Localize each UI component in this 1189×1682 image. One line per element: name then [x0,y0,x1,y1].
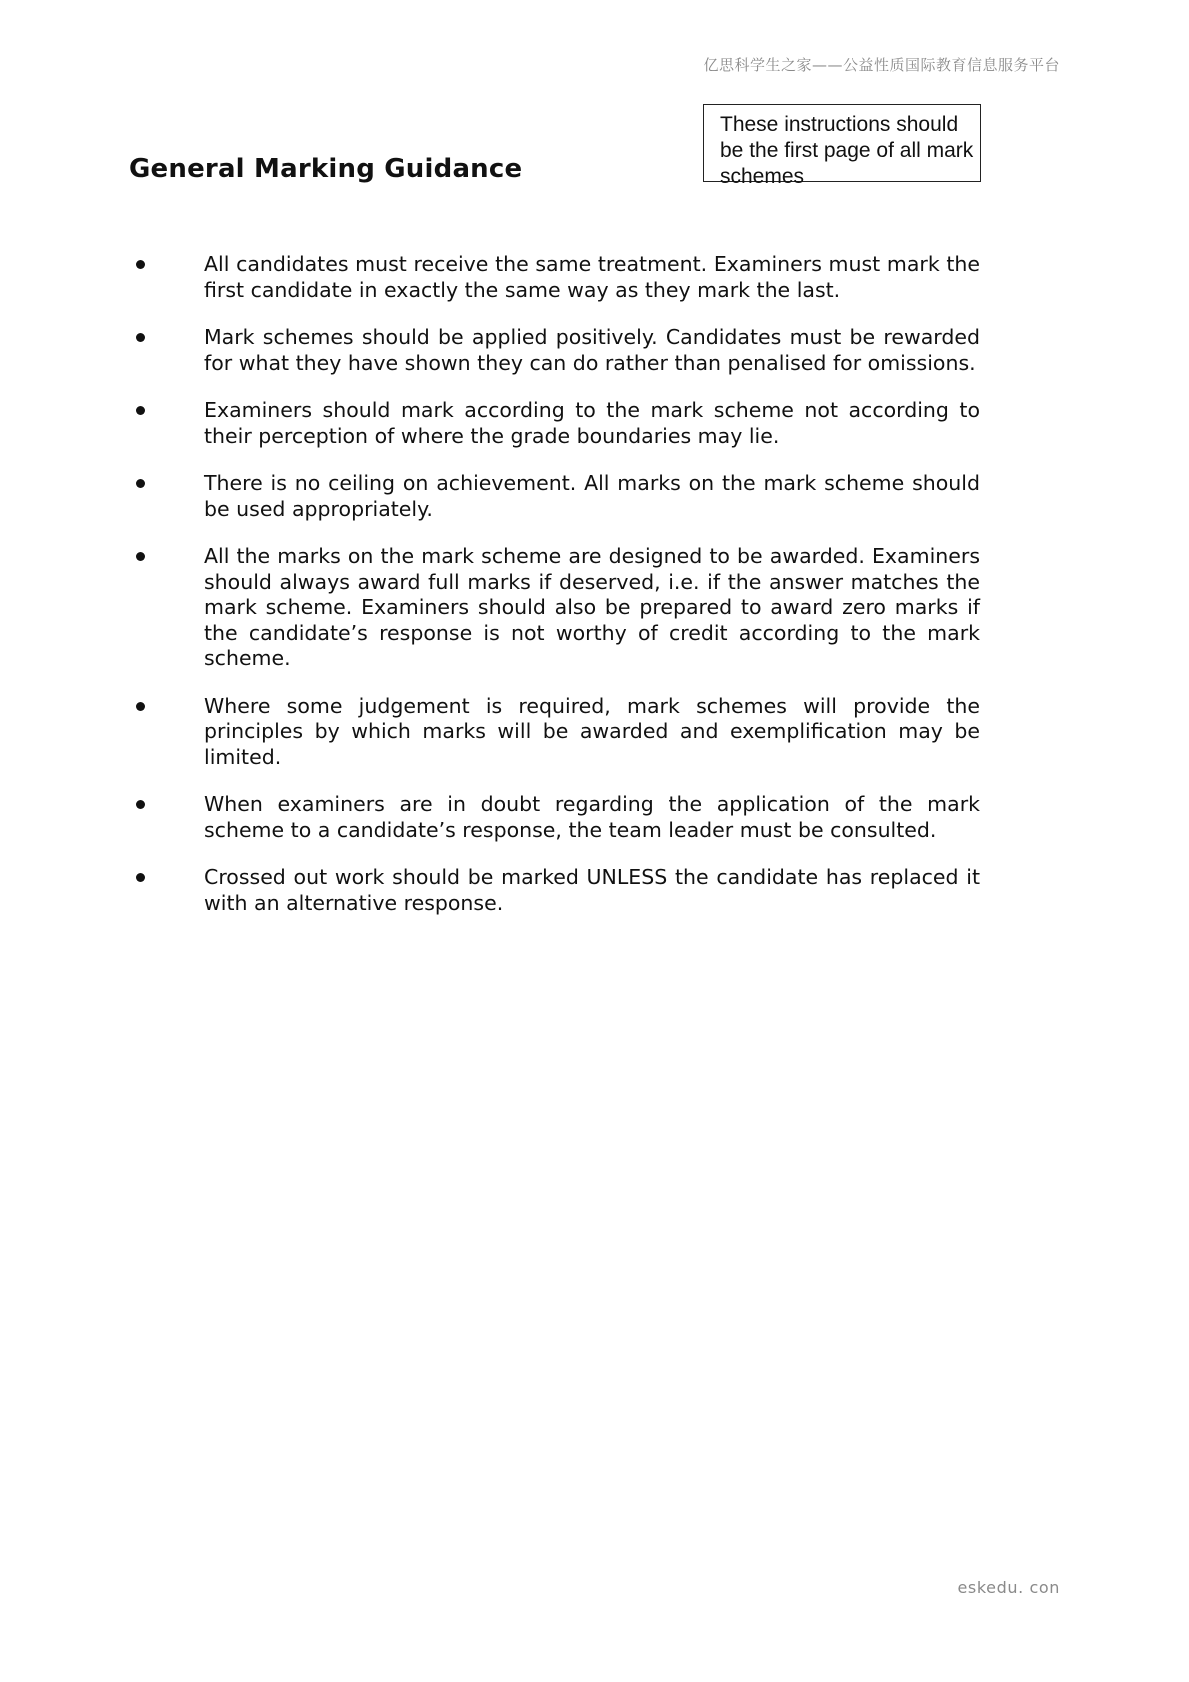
bullet-icon [136,479,145,488]
guidance-item [130,398,980,449]
guidance-text: All the marks on the mark scheme are designed to be awarded. Examiners should always award full marks if deserved, i.e. if the answer matches the mark scheme. Examiners should also be prepared to award zero marks if the candidate’s response is not worthy of credit according to the mark scheme. [204,544,980,670]
instruction-notice-box: These instructions should be the first page of all mark schemes [703,104,981,182]
guidance-item [130,865,980,916]
header-watermark: 亿思科学生之家——公益性质国际教育信息服务平台 [703,56,1060,74]
bullet-icon [136,552,145,561]
bullet-icon [136,260,145,269]
page-title: General Marking Guidance [129,154,523,184]
guidance-list [130,252,980,938]
bullet-icon [136,800,145,809]
guidance-text: All candidates must receive the same treatment. Examiners must mark the first candidate in exactly the same way as they mark the last. [204,252,980,302]
guidance-text: Crossed out work should be marked UNLESS the candidate has replaced it with an alternative response. [204,865,980,915]
guidance-item [130,792,980,843]
guidance-text: Where some judgement is required, mark schemes will provide the principles by which marks will be awarded and exemplification may be limited. [204,693,980,769]
guidance-item [130,544,980,672]
guidance-item [130,471,980,522]
guidance-text: There is no ceiling on achievement. All marks on the mark scheme should be used appropriately. [204,471,980,521]
guidance-item [130,252,980,303]
guidance-text: When examiners are in doubt regarding the application of the mark scheme to a candidate’s response, the team leader must be consulted. [204,792,980,842]
bullet-icon [136,873,145,882]
guidance-text: Mark schemes should be applied positively. Candidates must be rewarded for what they have shown they can do rather than penalised for omissions. [204,325,980,375]
guidance-item [130,325,980,376]
guidance-text: Examiners should mark according to the mark scheme not according to their perception of where the grade boundaries may lie. [204,398,980,448]
guidance-item [130,694,980,771]
bullet-icon [136,702,145,711]
footer-watermark: eskedu. con [957,1578,1060,1597]
bullet-icon [136,406,145,415]
bullet-icon [136,333,145,342]
